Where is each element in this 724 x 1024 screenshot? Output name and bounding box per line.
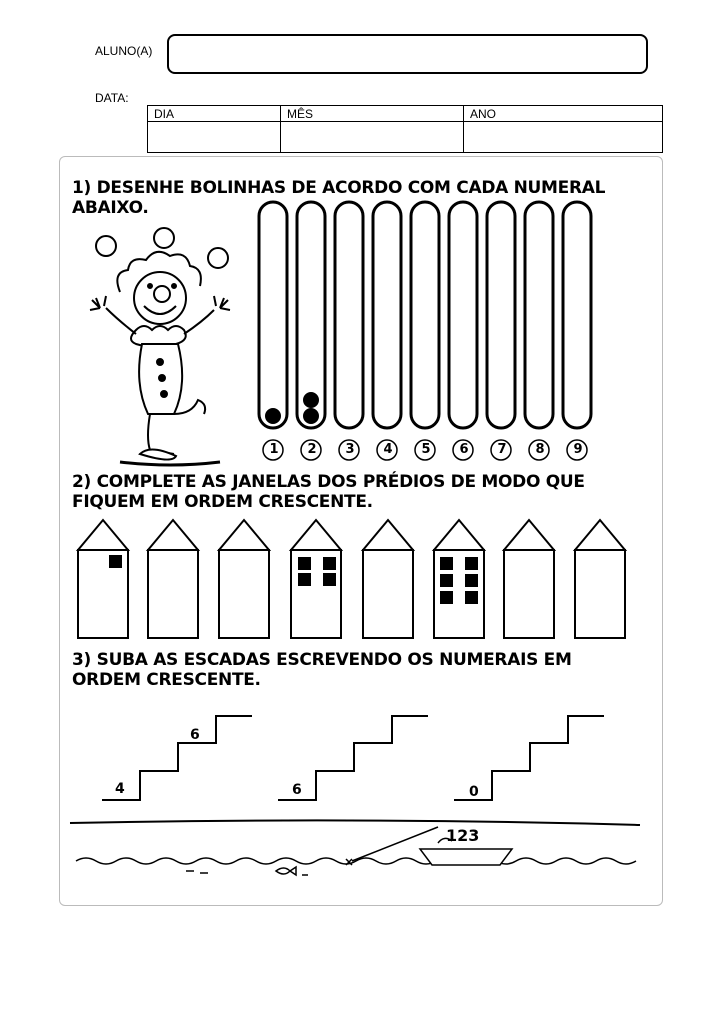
- exercise2-number: 2): [72, 472, 91, 492]
- building-2: [148, 520, 198, 638]
- boat-icon: [420, 849, 512, 865]
- numeral-1: 1: [269, 442, 279, 457]
- numeral-2: 2: [307, 442, 317, 457]
- numeral-7: 7: [497, 442, 507, 457]
- juggling-ball-icon: [154, 228, 174, 248]
- numeral-6: 6: [459, 442, 469, 457]
- exercise2-instruction: 2) COMPLETE AS JANELAS DOS PRÉDIOS DE MODO QUE FIQUEM EM ORDEM CRESCENTE.: [72, 472, 585, 512]
- stair-3-start-number: 0: [469, 784, 479, 800]
- clown-illustration: [80, 222, 250, 467]
- building-4: [291, 520, 341, 638]
- numeral-5: 5: [421, 442, 431, 457]
- exercise1-number: 1): [72, 178, 91, 198]
- date-month-header: MÊS: [281, 106, 464, 122]
- exercise3-instruction: [72, 650, 637, 690]
- exercise2-text: COMPLETE AS JANELAS DOS PRÉDIOS DE MODO QUE FIQUEM EM: [72, 472, 585, 512]
- exercise3-text: SUBA AS ESCADAS ESCREVENDO OS NUMERAIS EM ORDEM CRESCENTE.: [72, 650, 572, 690]
- date-year-header: ANO: [464, 106, 663, 122]
- buildings: [76, 518, 636, 643]
- juggling-ball-icon: [96, 236, 116, 256]
- tube-1: [259, 202, 287, 428]
- stair-1-start-number: 4: [115, 781, 125, 797]
- date-month-field[interactable]: [281, 122, 464, 153]
- tube-2: [297, 202, 325, 428]
- stair-2-start-number: 6: [292, 782, 302, 798]
- building-8: [575, 520, 625, 638]
- boat-number: 123: [446, 826, 480, 845]
- exercise1-text: DESENHE BOLINHAS DE ACORDO COM CADA NUMERAL ABAIXO.: [72, 178, 606, 218]
- tube-4: [373, 202, 401, 428]
- exercise3-number: 3): [72, 650, 91, 670]
- student-label: ALUNO(A): [95, 44, 153, 58]
- building-5: [363, 520, 413, 638]
- building-6: [434, 520, 484, 638]
- student-name-field[interactable]: [167, 34, 648, 74]
- stair-1-top-number: 6: [190, 727, 200, 743]
- building-3: [219, 520, 269, 638]
- fish-icon: [276, 867, 296, 875]
- date-day-field[interactable]: [148, 122, 281, 153]
- stairs: [100, 712, 610, 807]
- building-7: [504, 520, 554, 638]
- building-1: [78, 520, 128, 638]
- date-day-header: DIA: [148, 106, 281, 122]
- numeral-9: 9: [573, 442, 583, 457]
- tube-3: [335, 202, 363, 428]
- exercise2-emphasis: ORDEM CRESCENTE: [184, 492, 367, 512]
- tube-5: [411, 202, 439, 428]
- numeral-8: 8: [535, 442, 545, 457]
- date-table: [147, 105, 663, 153]
- tube-9: [563, 202, 591, 428]
- tube-7: [487, 202, 515, 428]
- numeral-4: 4: [383, 442, 393, 457]
- juggling-ball-icon: [208, 248, 228, 268]
- tube-6: [449, 202, 477, 428]
- tube-8: [525, 202, 553, 428]
- sea-scene: [66, 815, 644, 895]
- numeral-tubes: [255, 198, 600, 466]
- date-label: DATA:: [95, 91, 129, 105]
- numeral-3: 3: [345, 442, 355, 457]
- date-year-field[interactable]: [464, 122, 663, 153]
